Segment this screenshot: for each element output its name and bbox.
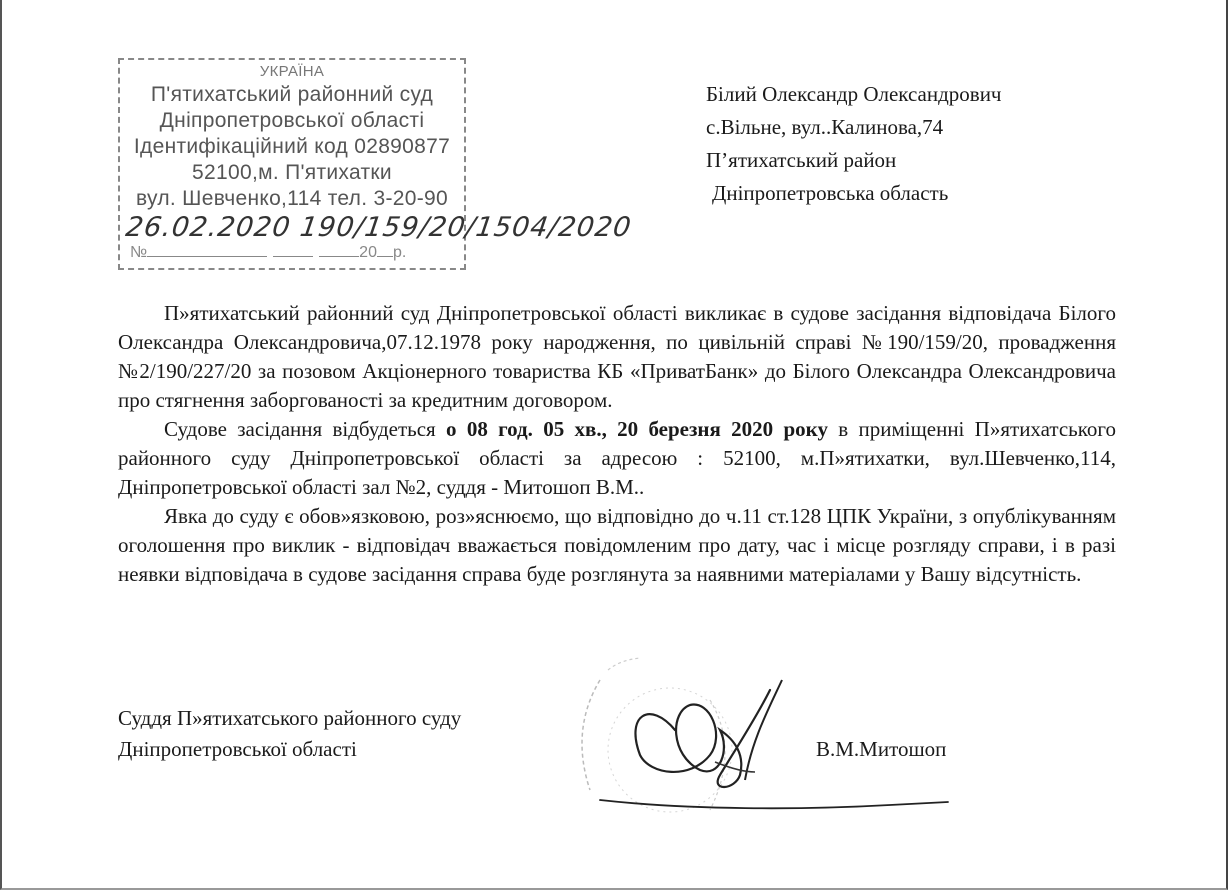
paragraph-hearing xyxy=(118,415,1116,502)
signature-title-line2: Дніпропетровської області xyxy=(118,737,357,761)
stamp-court-name: П'ятихатський районний суд xyxy=(150,83,434,106)
judge-name: В.М.Митошоп xyxy=(816,737,947,761)
stamp-region: Дніпропетровської області xyxy=(159,109,425,132)
addressee-name: Білий Олександр Олександрович xyxy=(706,82,1002,106)
stamp-city: 52100,м. П'ятихатки xyxy=(192,161,392,184)
addressee-district: П’ятихатський район xyxy=(706,148,897,172)
addressee-region: Дніпропетровська область xyxy=(712,181,949,205)
signature-title-line1: Суддя П»ятихатського районного суду xyxy=(118,706,462,730)
addressee-address: с.Вільне, вул..Калинова,74 xyxy=(706,115,944,139)
paragraph-summons: П»ятихатський районний суд Дніпропетровської області викликає в судове засідання відповідача Білого Олександра Олександровича,07.12.1978 року народження, по цивільній справі №190/159/20, провадження №2/190/227/20 за позовом Акціонерного товариства КБ «ПриватБанк» до Білого Олександра Олександровича про стягнення заборгованості за кредитним договором. xyxy=(118,301,1116,412)
stamp-country: УКРАЇНА xyxy=(259,63,325,80)
stamp-registration-line xyxy=(130,244,406,262)
stamp-street: вул. Шевченко,114 тел. 3-20-90 xyxy=(136,187,448,210)
stamp-reg-year: 20 xyxy=(359,244,377,261)
handwritten-registration-number: 26.02.2020 190/159/20/1504/2020 xyxy=(123,212,634,243)
stamp-id-code: Ідентифікаційний код 02890877 xyxy=(133,135,451,158)
stamp-reg-prefix: № xyxy=(130,244,148,261)
hearing-datetime: о 08 год. 05 хв., 20 березня 2020 року xyxy=(446,417,828,441)
summons-body xyxy=(118,299,1116,589)
addressee-block xyxy=(706,78,1002,210)
hearing-intro: Судове засідання відбудеться xyxy=(164,417,447,441)
hearing-location: в приміщенні П»ятихатського районного суду Дніпропетровської області за адресою : 52100, м.П»ятихатки, вул.Шевченко,114, Дніпропетровської області зал №2, суддя - Митошоп В.М.. xyxy=(118,417,1116,499)
paragraph-notice: Явка до суду є обов»язковою, роз»яснюємо, що відповідно до ч.11 ст.128 ЦПК України, з опублікуванням оголошення про виклик - відповідач вважається повідомленим про дату, час і місце розгляду справи, і в разі неявки відповідача в судове засідання справа буде розглянута за наявними матеріалами у Вашу відсутність. xyxy=(118,504,1116,586)
stamp-reg-suffix: р. xyxy=(392,244,407,261)
signature-title-block xyxy=(118,703,461,765)
